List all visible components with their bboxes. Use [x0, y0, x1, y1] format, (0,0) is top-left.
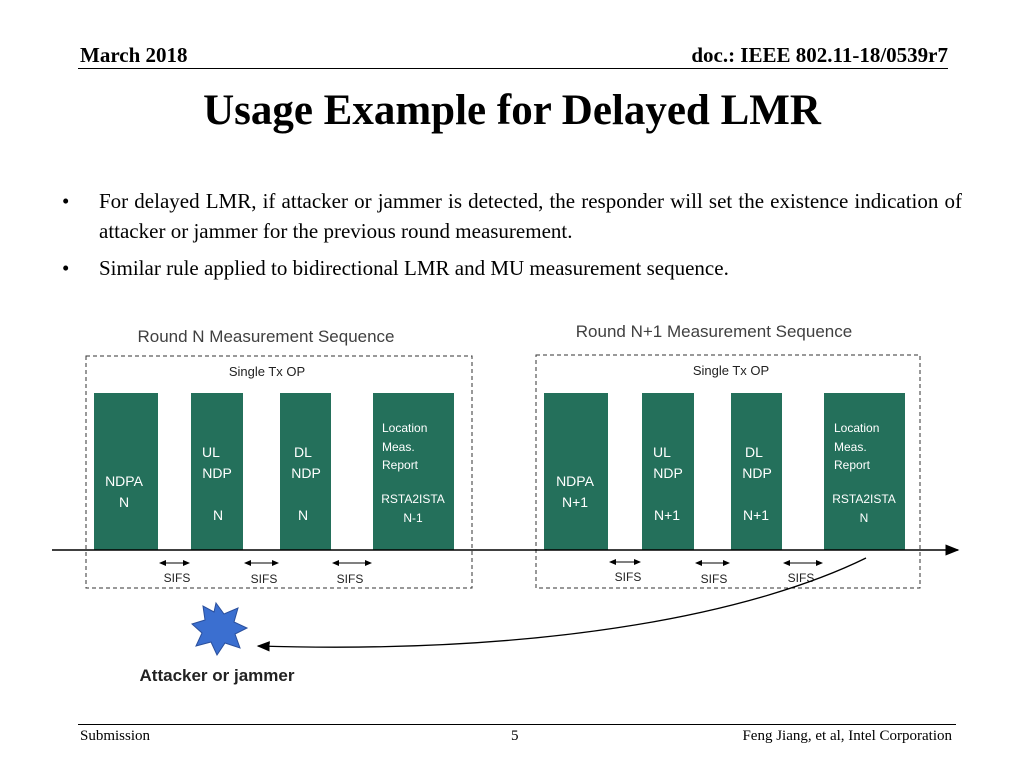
- round-n1-lmr-frame: [824, 393, 905, 550]
- round-n-ndpa-frame: [94, 393, 158, 550]
- round-n1-ndpa-frame: [544, 393, 608, 550]
- round-n1-ul-ndp-frame: [642, 393, 694, 550]
- footer-page-number: 5: [511, 728, 519, 744]
- svg-text:NDP: NDP: [291, 465, 321, 481]
- svg-text:SIFS: SIFS: [700, 572, 728, 586]
- round-n-sifs-2: [245, 563, 278, 586]
- round-n-sifs-3: [333, 563, 371, 586]
- svg-text:SIFS: SIFS: [250, 572, 278, 586]
- round-n-txop-label: Single Tx OP: [228, 364, 306, 379]
- round-n-ul-ndp-frame: [191, 393, 243, 550]
- svg-text:DL: DL: [745, 444, 763, 460]
- footer-submission: Submission: [80, 728, 151, 744]
- bullet-text: Similar rule applied to bidirectional LMR and MU measurement sequence.: [99, 256, 729, 280]
- svg-text:NDP: NDP: [202, 465, 232, 481]
- svg-text:N: N: [212, 507, 224, 523]
- svg-text:N: N: [118, 494, 130, 510]
- round-n-sifs-1: [160, 563, 190, 585]
- svg-text:Location: Location: [834, 421, 880, 435]
- svg-text:UL: UL: [653, 444, 671, 460]
- svg-text:DL: DL: [294, 444, 312, 460]
- round-n1-title: Round N+1 Measurement Sequence: [575, 322, 853, 341]
- slide-title: Usage Example for Delayed LMR: [203, 87, 821, 134]
- bullet-dot: •: [62, 189, 70, 213]
- svg-text:NDPA: NDPA: [556, 473, 594, 489]
- footer-author: Feng Jiang, et al, Intel Corporation: [742, 728, 952, 744]
- round-n1-dl-ndp-frame: [731, 393, 782, 550]
- svg-text:Meas.: Meas.: [382, 440, 415, 454]
- round-n1-txop-label: Single Tx OP: [692, 363, 770, 378]
- header-date: March 2018: [80, 43, 188, 67]
- svg-text:Location: Location: [382, 421, 428, 435]
- explosion-star-icon: [192, 603, 247, 655]
- round-n1-sifs-2: [696, 563, 729, 586]
- round-n1-sifs-1: [610, 562, 641, 584]
- svg-text:NDP: NDP: [742, 465, 772, 481]
- svg-text:N+1: N+1: [742, 507, 770, 523]
- svg-text:SIFS: SIFS: [336, 572, 364, 586]
- svg-text:NDP: NDP: [653, 465, 683, 481]
- bullet-dot: •: [62, 256, 70, 280]
- svg-text:RSTA2ISTA: RSTA2ISTA: [381, 492, 445, 506]
- svg-text:SIFS: SIFS: [787, 571, 815, 585]
- svg-text:NDPA: NDPA: [105, 473, 143, 489]
- round-n-title: Round N Measurement Sequence: [137, 327, 395, 346]
- svg-text:N-1: N-1: [403, 511, 423, 525]
- svg-text:UL: UL: [202, 444, 220, 460]
- round-n1-sifs-3: [784, 563, 822, 585]
- svg-text:SIFS: SIFS: [614, 570, 642, 584]
- round-n-lmr-frame: [373, 393, 454, 550]
- svg-text:N+1: N+1: [653, 507, 681, 523]
- attacker-label: Attacker or jammer: [139, 666, 295, 685]
- svg-text:RSTA2ISTA: RSTA2ISTA: [832, 492, 896, 506]
- svg-text:SIFS: SIFS: [163, 571, 191, 585]
- bullet-text: For delayed LMR, if attacker or jammer is detected, the responder will set the existence indication of attacker or jammer for the previous round measurement.: [99, 189, 962, 243]
- header-doc-id: doc.: IEEE 802.11-18/0539r7: [691, 43, 948, 67]
- footer-rule: [78, 724, 956, 725]
- round-n-dl-ndp-frame: [280, 393, 331, 550]
- svg-text:Report: Report: [834, 458, 871, 472]
- svg-text:N+1: N+1: [561, 494, 589, 510]
- svg-text:Report: Report: [382, 458, 419, 472]
- svg-text:Meas.: Meas.: [834, 440, 867, 454]
- svg-text:N: N: [297, 507, 309, 523]
- svg-text:N: N: [859, 511, 869, 525]
